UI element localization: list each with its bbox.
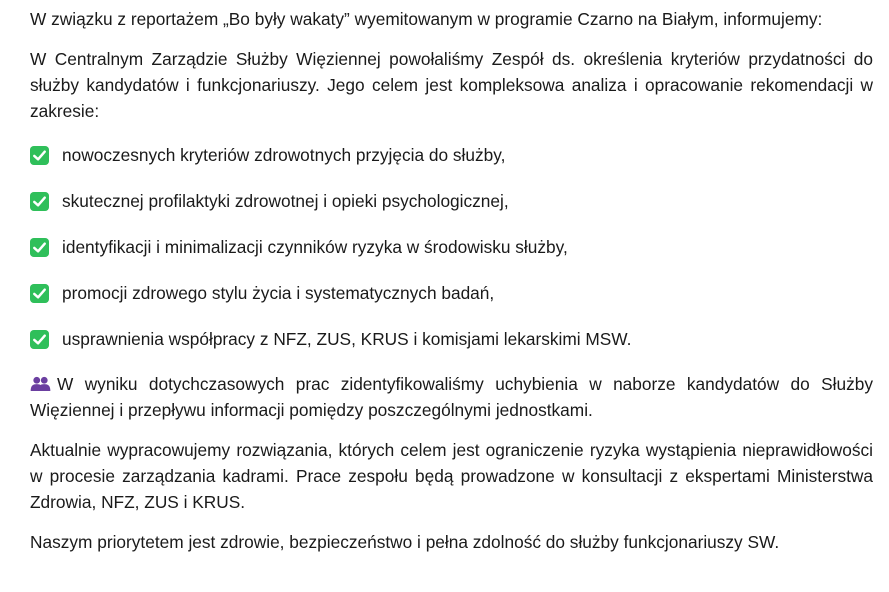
list-item bbox=[30, 234, 873, 260]
check-mark-icon bbox=[30, 192, 49, 211]
priority-paragraph: Naszym priorytetem jest zdrowie, bezpieczeństwo i pełna zdolność do służby funkcjonariuszy SW. bbox=[30, 532, 780, 552]
check-mark-icon bbox=[30, 330, 49, 349]
list-item-text: promocji zdrowego stylu życia i systematycznych badań, bbox=[62, 283, 495, 303]
team-paragraph: W Centralnym Zarządzie Służby Więziennej powołaliśmy Zespół ds. określenia kryteriów przydatności do służby kandydatów i funkcjonariuszy. Jego celem jest kompleksowa analiza i opracowanie rekomendacji w zakresie: bbox=[30, 49, 873, 121]
list-item bbox=[30, 188, 873, 214]
list-item bbox=[30, 326, 873, 352]
solutions-paragraph: Aktualnie wypracowujemy rozwiązania, których celem jest ograniczenie ryzyka wystąpienia nieprawidłowości w procesie zarządzania kadrami. Prace zespołu będą prowadzone w konsultacji z ekspertami Ministerstwa Zdrowia, NFZ, ZUS i KRUS. bbox=[30, 440, 873, 512]
list-item bbox=[30, 280, 873, 306]
findings-text: W wyniku dotychczasowych prac zidentyfikowaliśmy uchybienia w naborze kandydatów do Służby Więziennej i przepływu informacji pomiędzy poszczególnymi jednostkami. bbox=[30, 374, 873, 420]
findings-paragraph bbox=[30, 371, 873, 423]
list-item bbox=[30, 142, 873, 168]
people-icon bbox=[30, 376, 51, 391]
check-mark-icon bbox=[30, 284, 49, 303]
list-item-text: nowoczesnych kryteriów zdrowotnych przyjęcia do służby, bbox=[62, 145, 506, 165]
intro-paragraph: W związku z reportażem „Bo były wakaty” wyemitowanym w programie Czarno na Białym, informujemy: bbox=[30, 9, 823, 29]
check-mark-icon bbox=[30, 238, 49, 257]
list-item-text: skutecznej profilaktyki zdrowotnej i opieki psychologicznej, bbox=[62, 191, 509, 211]
list-item-text: usprawnienia współpracy z NFZ, ZUS, KRUS i komisjami lekarskimi MSW. bbox=[62, 329, 632, 349]
list-item-text: identyfikacji i minimalizacji czynników ryzyka w środowisku służby, bbox=[62, 237, 568, 257]
check-mark-icon bbox=[30, 146, 49, 165]
scope-list bbox=[30, 142, 873, 352]
